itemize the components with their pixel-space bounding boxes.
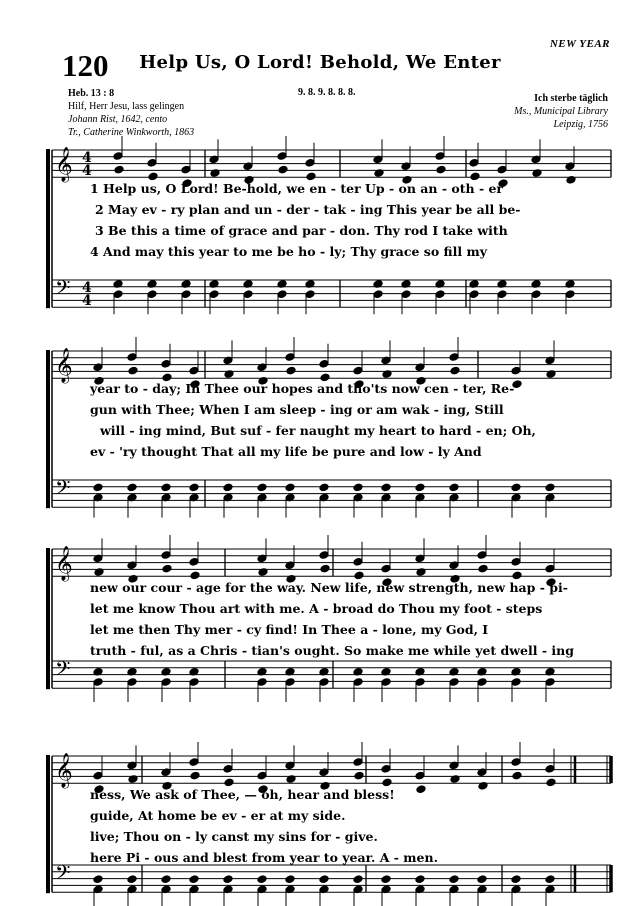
note-head bbox=[373, 290, 383, 299]
note-head bbox=[306, 172, 316, 181]
note-head bbox=[470, 172, 480, 181]
bass-clef: 𝄢 bbox=[55, 276, 71, 304]
note-head bbox=[147, 159, 157, 168]
note-head bbox=[189, 483, 199, 492]
note-head bbox=[257, 875, 267, 884]
note-head bbox=[209, 290, 219, 299]
note-head bbox=[257, 771, 267, 780]
note-head bbox=[449, 353, 459, 362]
lyric-line: truth - ful, as a Chris - tian's ought. So make me while yet dwell - ing bbox=[90, 643, 574, 658]
lyric-line: guide, At home be ev - er at my side. bbox=[90, 808, 346, 823]
note-head bbox=[285, 483, 295, 492]
note-head bbox=[449, 875, 459, 884]
treble-clef: 𝄞 bbox=[55, 546, 73, 581]
lyric-line: gun with Thee; When I am sleep - ing or am wak - ing, Still bbox=[90, 402, 504, 417]
note-head bbox=[511, 758, 521, 767]
note-head bbox=[243, 290, 253, 299]
note-head bbox=[128, 366, 138, 375]
lyric-line: will - ing mind, But suf - fer naught my heart to hard - en; Oh, bbox=[100, 423, 536, 438]
note-head bbox=[381, 564, 391, 573]
note-head bbox=[415, 771, 425, 780]
system-bracket bbox=[46, 548, 50, 689]
bass-clef: 𝄢 bbox=[55, 476, 71, 504]
treble-clef: 𝄞 bbox=[55, 147, 73, 182]
lyric-line: ness, We ask of Thee, — oh, hear and bless! bbox=[90, 787, 395, 802]
note-head bbox=[382, 778, 392, 787]
note-head bbox=[469, 159, 479, 168]
note-head bbox=[278, 165, 288, 174]
note-head bbox=[161, 483, 171, 492]
note-head bbox=[190, 571, 200, 580]
translator: Tr., Catherine Winkworth, 1863 bbox=[68, 127, 195, 138]
note-head bbox=[381, 678, 391, 687]
note-head bbox=[381, 765, 391, 774]
lyric-line: let me then Thy mer - cy find! In Thee a - lone, my God, I bbox=[90, 622, 489, 637]
note-head bbox=[497, 290, 507, 299]
note-head bbox=[319, 483, 329, 492]
note-head bbox=[286, 366, 296, 375]
note-head bbox=[545, 765, 555, 774]
note-head bbox=[545, 483, 555, 492]
note-head bbox=[353, 558, 363, 567]
note-head bbox=[127, 483, 137, 492]
note-head bbox=[93, 875, 103, 884]
bass-clef: 𝄢 bbox=[55, 861, 71, 889]
lyric-line: let me know Thou art with me. A - broad do Thou my foot - steps bbox=[90, 601, 543, 616]
note-head bbox=[435, 152, 445, 161]
author: Johann Rist, 1642, cento bbox=[68, 114, 168, 125]
hymn-number: 120 bbox=[62, 48, 109, 83]
note-head bbox=[320, 564, 330, 573]
time-signature: 4 bbox=[82, 293, 92, 309]
note-head bbox=[161, 678, 171, 687]
note-head bbox=[224, 778, 234, 787]
time-signature: 4 bbox=[82, 150, 92, 166]
note-head bbox=[285, 875, 295, 884]
lyric-line: year to - day; In Thee our hopes and tho'ts now cen - ter, Re- bbox=[90, 381, 515, 396]
lyric-line: here Pi - ous and blest from year to year. A - men. bbox=[90, 850, 438, 865]
note-head bbox=[285, 353, 295, 362]
note-head bbox=[512, 771, 522, 780]
note-head bbox=[450, 366, 460, 375]
note-head bbox=[189, 366, 199, 375]
note-head bbox=[497, 165, 507, 174]
note-head bbox=[354, 571, 364, 580]
system-bracket bbox=[46, 755, 50, 893]
scripture-reference: Heb. 13 : 8 bbox=[68, 88, 115, 99]
note-head bbox=[189, 875, 199, 884]
note-head bbox=[223, 875, 233, 884]
note-head bbox=[436, 165, 446, 174]
note-head bbox=[113, 290, 123, 299]
note-head bbox=[416, 785, 426, 794]
note-head bbox=[353, 366, 363, 375]
note-head bbox=[189, 558, 199, 567]
lyric-line: 4 And may this year to me be ho - ly; Thy grace so fill my bbox=[90, 244, 487, 259]
note-head bbox=[190, 771, 200, 780]
bass-clef: 𝄢 bbox=[55, 657, 71, 685]
note-head bbox=[415, 678, 425, 687]
note-head bbox=[353, 678, 363, 687]
note-head bbox=[189, 678, 199, 687]
system-bracket bbox=[46, 350, 50, 508]
note-head bbox=[277, 152, 287, 161]
note-head bbox=[148, 172, 158, 181]
note-head bbox=[319, 551, 329, 560]
lyric-line: live; Thou on - ly canst my sins for - give. bbox=[90, 829, 378, 844]
lyric-line: new our cour - age for the way. New life, new strength, new hap - pi- bbox=[90, 580, 568, 595]
note-head bbox=[353, 875, 363, 884]
note-head bbox=[401, 290, 411, 299]
note-head bbox=[469, 290, 479, 299]
note-head bbox=[319, 875, 329, 884]
note-head bbox=[477, 875, 487, 884]
german-title: Hilf, Herr Jesu, lass gelingen bbox=[68, 101, 185, 112]
note-head bbox=[277, 290, 287, 299]
lyric-line: 3 Be this a time of grace and par - don. Thy rod I take with bbox=[95, 223, 508, 238]
tune-place-date: Leipzig, 1756 bbox=[553, 119, 608, 130]
note-head bbox=[113, 152, 123, 161]
note-head bbox=[477, 551, 487, 560]
note-head bbox=[223, 765, 233, 774]
note-head bbox=[545, 564, 555, 573]
note-head bbox=[305, 159, 315, 168]
note-head bbox=[381, 875, 391, 884]
note-head bbox=[161, 551, 171, 560]
note-head bbox=[478, 564, 488, 573]
note-head bbox=[257, 678, 267, 687]
tune-source: Ms., Municipal Library bbox=[514, 106, 608, 117]
note-head bbox=[93, 483, 103, 492]
system-bracket bbox=[46, 149, 50, 308]
lyric-line: ev - 'ry thought That all my life be pure and low - ly And bbox=[90, 444, 482, 459]
note-head bbox=[223, 483, 233, 492]
note-head bbox=[285, 678, 295, 687]
lyric-line: 2 May ev - ry plan and un - der - tak - ing This year be all be- bbox=[95, 202, 521, 217]
note-head bbox=[449, 483, 459, 492]
tune-name: Ich sterbe täglich bbox=[534, 93, 608, 104]
note-head bbox=[162, 564, 172, 573]
note-head bbox=[545, 875, 555, 884]
note-head bbox=[353, 483, 363, 492]
note-head bbox=[531, 290, 541, 299]
note-head bbox=[319, 678, 329, 687]
note-head bbox=[511, 558, 521, 567]
note-head bbox=[565, 290, 575, 299]
note-head bbox=[127, 353, 137, 362]
note-head bbox=[511, 678, 521, 687]
note-head bbox=[147, 290, 157, 299]
note-head bbox=[415, 875, 425, 884]
note-head bbox=[181, 165, 191, 174]
note-head bbox=[512, 571, 522, 580]
note-head bbox=[305, 290, 315, 299]
note-head bbox=[511, 483, 521, 492]
note-head bbox=[415, 483, 425, 492]
lyric-line: 1 Help us, O Lord! Be-hold, we en - ter Up - on an - oth - er bbox=[90, 181, 504, 196]
note-head bbox=[477, 678, 487, 687]
note-head bbox=[161, 360, 171, 369]
time-signature: 4 bbox=[82, 280, 92, 296]
meter: 9. 8. 9. 8. 8. 8. bbox=[298, 87, 356, 98]
note-head bbox=[127, 875, 137, 884]
note-head bbox=[93, 771, 103, 780]
note-head bbox=[546, 778, 556, 787]
note-head bbox=[353, 758, 363, 767]
note-head bbox=[93, 678, 103, 687]
note-head bbox=[435, 290, 445, 299]
note-head bbox=[114, 165, 124, 174]
note-head bbox=[449, 678, 459, 687]
note-head bbox=[127, 678, 137, 687]
note-head bbox=[189, 758, 199, 767]
note-head bbox=[545, 678, 555, 687]
note-head bbox=[257, 483, 267, 492]
time-signature: 4 bbox=[82, 163, 92, 179]
note-head bbox=[354, 771, 364, 780]
note-head bbox=[319, 360, 329, 369]
note-head bbox=[511, 875, 521, 884]
note-head bbox=[161, 875, 171, 884]
season-label: NEW YEAR bbox=[549, 38, 610, 50]
treble-clef: 𝄞 bbox=[55, 348, 73, 383]
note-head bbox=[381, 483, 391, 492]
hymn-title: Help Us, O Lord! Behold, We Enter bbox=[139, 52, 501, 73]
note-head bbox=[511, 366, 521, 375]
treble-clef: 𝄞 bbox=[55, 753, 73, 788]
note-head bbox=[181, 290, 191, 299]
